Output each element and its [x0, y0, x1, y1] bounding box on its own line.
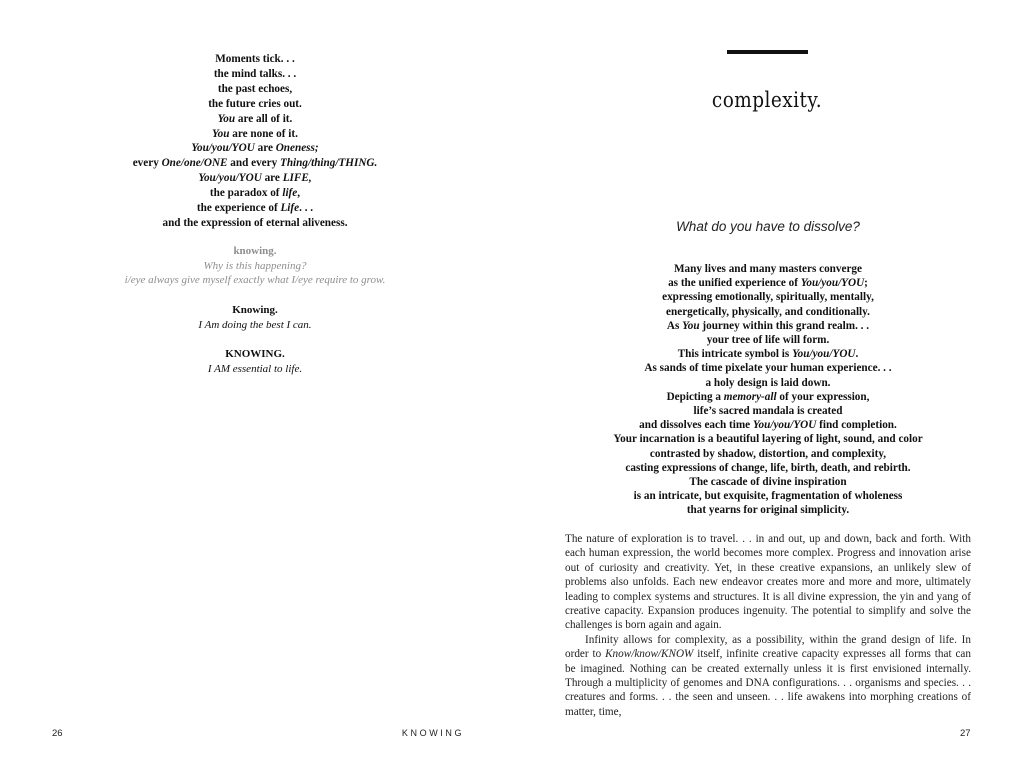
right-poem — [592, 262, 944, 518]
text-run: energetically, physically, and conditionally. — [666, 305, 870, 318]
poem-line — [592, 489, 944, 503]
text-run: Moments tick. . . — [215, 53, 295, 65]
poem-line — [110, 52, 400, 67]
text-run: find completion. — [816, 419, 897, 432]
text-run: the future cries out. — [208, 97, 302, 110]
stanza-heading: knowing. — [233, 245, 277, 257]
text-run: and the expression of eternal aliveness. — [162, 216, 348, 229]
text-run: The cascade of divine inspiration — [689, 476, 847, 489]
poem-line — [592, 333, 944, 347]
emphasis-text: memory-all — [723, 390, 777, 403]
stanza-line: I AM essential to life. — [207, 362, 303, 375]
text-run: This intricate symbol is — [677, 348, 793, 361]
poem-line — [110, 67, 400, 82]
poem-line — [110, 201, 400, 216]
poem-line — [110, 216, 400, 231]
page-number-left: 26 — [52, 728, 63, 739]
emphasis-text: life — [282, 187, 298, 200]
text-run: contrasted by shadow, distortion, and complexity, — [649, 447, 887, 460]
stanza-line: i/eye always give myself exactly what I/eye require to grow. — [124, 274, 386, 287]
text-run: As sands of time pixelate your human experience. . . — [644, 362, 892, 375]
text-run: Infinity allows for complexity, as a possibility, within the grand design of life. In order to — [565, 633, 971, 661]
poem-line — [110, 82, 400, 97]
text-run: of your expression, — [776, 390, 870, 403]
left-poem — [110, 52, 400, 231]
text-run: the experience of — [196, 202, 281, 215]
text-run: itself, infinite creative capacity expresses all forms that can be imagined. Nothing can be created externally unless it is first envisioned internally. Through a multiplicity of genomes and DNA configurations. . . organisms and species. . . creatures and forms. . . the seen and unseen. . . life awakens into morphing creations of matter, time, — [565, 648, 971, 718]
text-run: a holy design is laid down. — [705, 376, 831, 389]
text-run: Depicting a — [666, 390, 724, 403]
poem-line — [110, 127, 400, 142]
text-run: and every — [227, 157, 280, 170]
poem-line — [592, 390, 944, 404]
text-run: As — [666, 319, 683, 332]
poem-line — [110, 97, 400, 112]
poem-line — [592, 503, 944, 517]
chapter-title: complexity. — [711, 88, 823, 112]
poem-line — [110, 141, 400, 156]
emphasis-text: You/you/YOU — [792, 348, 856, 361]
poem-line — [592, 290, 944, 304]
chapter-rule — [727, 50, 808, 54]
text-run: and dissolves each time — [639, 419, 753, 432]
text-run: is an intricate, but exquisite, fragmentation of wholeness — [633, 490, 903, 503]
emphasis-text: Oneness; — [275, 142, 319, 155]
text-run: are — [254, 142, 276, 155]
text-run: the past echoes, — [217, 82, 293, 95]
emphasis-text: Thing/thing/THING. — [280, 157, 378, 170]
knowing-stanza-uppercase — [110, 347, 400, 376]
emphasis-text: You — [217, 112, 236, 125]
poem-line — [592, 262, 944, 276]
emphasis-text: Know/know/KNOW — [605, 648, 694, 661]
paragraph — [565, 633, 971, 719]
poem-line — [592, 319, 944, 333]
poem-line — [592, 361, 944, 375]
text-run: casting expressions of change, life, birth, death, and rebirth. — [625, 461, 911, 474]
right-page — [512, 0, 1024, 768]
stanza-line: Why is this happening? — [203, 259, 307, 272]
text-run: , — [297, 187, 301, 200]
stanza-heading: KNOWING. — [225, 348, 285, 360]
paragraph — [565, 532, 971, 633]
emphasis-text: You — [682, 319, 700, 332]
chapter-question: What do you have to dissolve? — [676, 219, 860, 234]
emphasis-text: Life — [280, 202, 300, 215]
page-number-right: 27 — [960, 728, 971, 739]
text-run: journey within this grand realm. . . — [699, 319, 870, 332]
stanza-heading: Knowing. — [232, 304, 278, 316]
text-run: expressing emotionally, spiritually, mentally, — [662, 291, 874, 304]
text-run: Your incarnation is a beautiful layering of light, sound, and color — [613, 433, 923, 446]
text-run: are all of it. — [235, 112, 293, 125]
knowing-stanza-capitalized — [110, 303, 400, 332]
emphasis-text: LIFE, — [282, 172, 312, 185]
poem-line — [592, 347, 944, 361]
poem-line — [592, 461, 944, 475]
text-run: ; — [864, 277, 868, 290]
text-run: life’s sacred mandala is created — [693, 405, 843, 418]
body-text — [565, 532, 971, 719]
poem-line — [592, 276, 944, 290]
text-run: the paradox of — [209, 187, 283, 200]
text-run: the mind talks. . . — [213, 67, 297, 80]
running-head: KNOWING — [401, 728, 465, 738]
text-run: are none of it. — [229, 127, 298, 140]
emphasis-text: You/you/YOU — [752, 419, 817, 432]
poem-line — [110, 112, 400, 127]
text-run: The nature of exploration is to travel. . . in and out, up and down, back and forth. With each human expression, the world becomes more complex. Progress and innovation arise out of curiosity and creativity. Yet, in these creative expansions, an unlikely slew of problems also unfolds. Each new endeavor creates more and more and more, ultimately leading to complex systems and structures. It is all divine expression, the yin and yang of creative capacity. Expansion produces ingenuity. The potential to simplify and solve the challenges is born again and again. — [565, 533, 971, 632]
stanza-line: I Am doing the best I can. — [198, 318, 312, 331]
poem-line — [592, 447, 944, 461]
poem-line — [110, 156, 400, 171]
emphasis-text: One/one/ONE — [161, 157, 228, 170]
text-run: that yearns for original simplicity. — [686, 504, 850, 517]
text-run: are — [261, 172, 283, 185]
poem-line — [110, 186, 400, 201]
text-run: Many lives and many masters converge — [674, 263, 862, 275]
poem-line — [592, 418, 944, 432]
poem-line — [110, 171, 400, 186]
emphasis-text: You/you/YOU — [198, 172, 262, 185]
poem-line — [592, 305, 944, 319]
text-run: as the unified experience of — [668, 277, 801, 290]
text-run: . — [855, 348, 859, 361]
text-run: . . . — [299, 202, 314, 215]
poem-line — [592, 404, 944, 418]
poem-line — [592, 376, 944, 390]
poem-line — [592, 432, 944, 446]
text-run: every — [132, 157, 162, 170]
text-run: your tree of life will form. — [706, 334, 830, 347]
emphasis-text: You/you/YOU — [191, 142, 255, 155]
emphasis-text: You — [212, 127, 230, 140]
poem-line — [592, 475, 944, 489]
knowing-stanza-lowercase — [110, 244, 400, 288]
emphasis-text: You/you/YOU — [800, 277, 865, 290]
